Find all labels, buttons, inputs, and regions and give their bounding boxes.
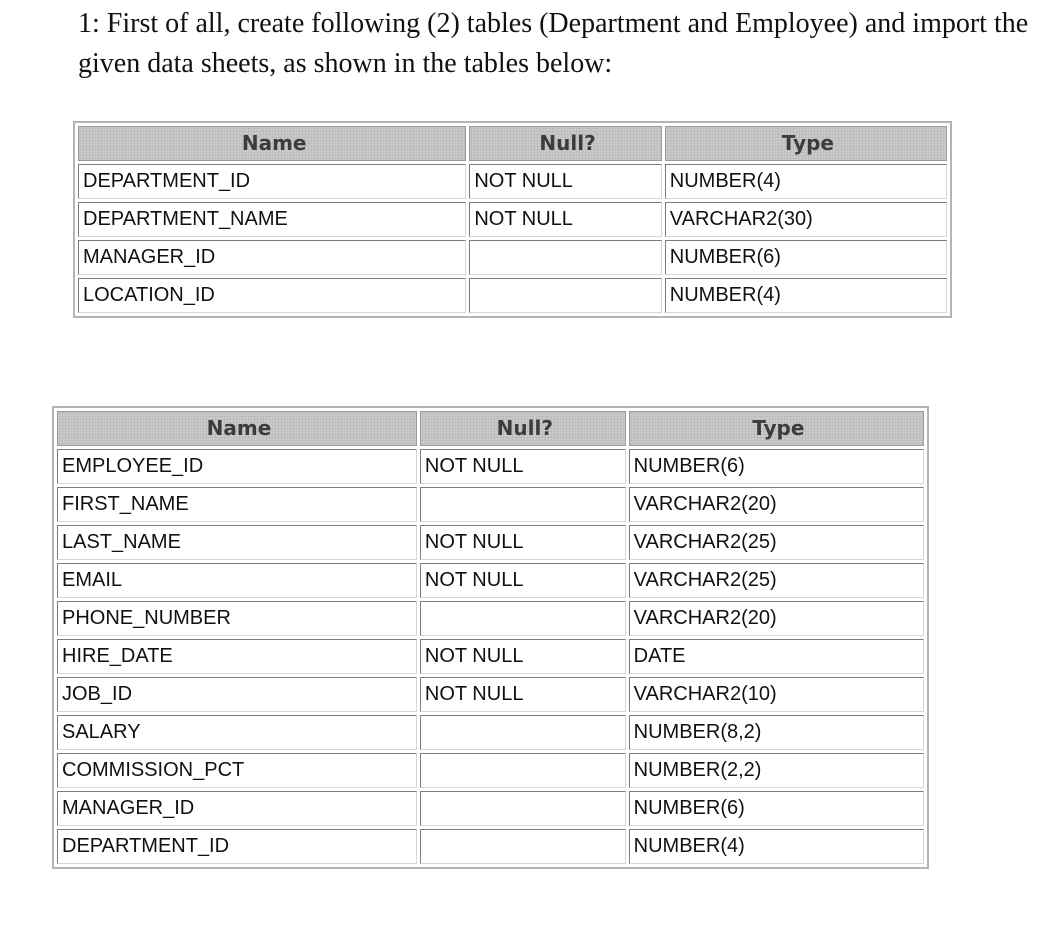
table-row xyxy=(57,525,924,560)
null-constraint-cell xyxy=(469,278,661,313)
null-constraint-cell: NOT NULL xyxy=(420,525,626,560)
column-header-name: Name xyxy=(78,126,466,161)
column-name-cell: LAST_NAME xyxy=(57,525,417,560)
header-row xyxy=(57,411,924,446)
data-type-cell: NUMBER(8,2) xyxy=(629,715,924,750)
department-table xyxy=(73,121,952,318)
data-type-cell: NUMBER(6) xyxy=(629,791,924,826)
null-constraint-cell xyxy=(420,791,626,826)
table-row xyxy=(57,563,924,598)
null-constraint-cell xyxy=(420,715,626,750)
column-header-name: Name xyxy=(57,411,417,446)
table-row xyxy=(78,202,947,237)
table-row xyxy=(57,601,924,636)
column-name-cell: LOCATION_ID xyxy=(78,278,466,313)
null-constraint-cell xyxy=(420,829,626,864)
null-constraint-cell: NOT NULL xyxy=(420,677,626,712)
table-row xyxy=(57,639,924,674)
column-header-null: Null? xyxy=(469,126,661,161)
data-type-cell: NUMBER(4) xyxy=(629,829,924,864)
column-header-type: Type xyxy=(665,126,947,161)
column-name-cell: DEPARTMENT_ID xyxy=(78,164,466,199)
column-name-cell: HIRE_DATE xyxy=(57,639,417,674)
data-type-cell: VARCHAR2(20) xyxy=(629,601,924,636)
column-name-cell: EMAIL xyxy=(57,563,417,598)
column-header-type: Type xyxy=(629,411,924,446)
column-name-cell: EMPLOYEE_ID xyxy=(57,449,417,484)
null-constraint-cell: NOT NULL xyxy=(469,202,661,237)
null-constraint-cell: NOT NULL xyxy=(420,639,626,674)
header-row xyxy=(78,126,947,161)
data-type-cell: NUMBER(4) xyxy=(665,278,947,313)
table-row xyxy=(78,278,947,313)
table-row xyxy=(57,487,924,522)
column-name-cell: JOB_ID xyxy=(57,677,417,712)
table-row xyxy=(57,753,924,788)
column-name-cell: COMMISSION_PCT xyxy=(57,753,417,788)
column-name-cell: MANAGER_ID xyxy=(78,240,466,275)
table-row xyxy=(57,829,924,864)
column-name-cell: PHONE_NUMBER xyxy=(57,601,417,636)
column-name-cell: DEPARTMENT_ID xyxy=(57,829,417,864)
employee-table xyxy=(52,406,929,869)
null-constraint-cell: NOT NULL xyxy=(420,449,626,484)
data-type-cell: VARCHAR2(10) xyxy=(629,677,924,712)
instruction-text: 1: First of all, create following (2) tables (Department and Employee) and import the given data sheets, as shown in the tables below: xyxy=(78,8,1029,79)
null-constraint-cell: NOT NULL xyxy=(469,164,661,199)
null-constraint-cell xyxy=(469,240,661,275)
table-row xyxy=(57,791,924,826)
column-name-cell: MANAGER_ID xyxy=(57,791,417,826)
column-name-cell: DEPARTMENT_NAME xyxy=(78,202,466,237)
null-constraint-cell xyxy=(420,487,626,522)
data-type-cell: DATE xyxy=(629,639,924,674)
table-row xyxy=(78,240,947,275)
table-row xyxy=(57,715,924,750)
data-type-cell: NUMBER(2,2) xyxy=(629,753,924,788)
column-name-cell: SALARY xyxy=(57,715,417,750)
null-constraint-cell xyxy=(420,753,626,788)
data-type-cell: VARCHAR2(25) xyxy=(629,525,924,560)
data-type-cell: VARCHAR2(30) xyxy=(665,202,947,237)
table-row xyxy=(57,677,924,712)
null-constraint-cell xyxy=(420,601,626,636)
data-type-cell: NUMBER(6) xyxy=(629,449,924,484)
data-type-cell: VARCHAR2(25) xyxy=(629,563,924,598)
data-type-cell: VARCHAR2(20) xyxy=(629,487,924,522)
data-type-cell: NUMBER(4) xyxy=(665,164,947,199)
null-constraint-cell: NOT NULL xyxy=(420,563,626,598)
column-header-null: Null? xyxy=(420,411,626,446)
table-row xyxy=(78,164,947,199)
data-type-cell: NUMBER(6) xyxy=(665,240,947,275)
table-row xyxy=(57,449,924,484)
column-name-cell: FIRST_NAME xyxy=(57,487,417,522)
